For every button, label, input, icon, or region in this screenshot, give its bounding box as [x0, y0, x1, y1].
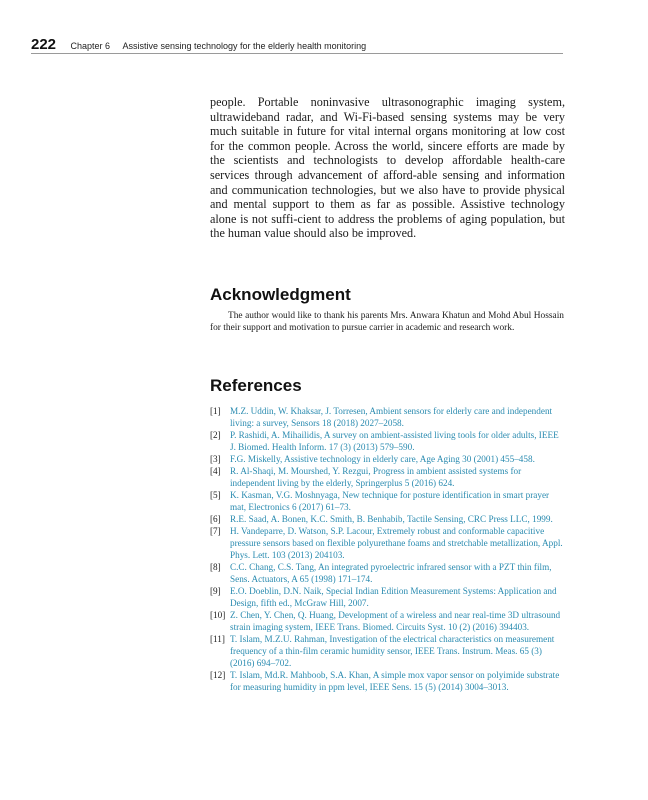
reference-item: [210, 561, 564, 585]
acknowledgment-heading: Acknowledgment: [210, 285, 351, 304]
reference-item: [210, 489, 564, 513]
reference-number: [1]: [210, 406, 221, 416]
acknowledgment-text: The author would like to thank his parents Mrs. Anwara Khatun and Mohd Abul Hossain for their support and motivation to pursue carrier in academic and research work.: [210, 311, 564, 334]
reference-link[interactable]: C.C. Chang, C.S. Tang, An integrated pyroelectric infrared sensor with a PZT thin film, Sens. Actuators, A 65 (1998) 171–174.: [230, 562, 552, 584]
reference-link[interactable]: Z. Chen, Y. Chen, Q. Huang, Development of a wireless and near real-time 3D ultrasound strain imaging system, IEEE Trans. Biomed. Circuits Syst. 10 (2) (2016) 394403.: [230, 610, 561, 632]
reference-item: [210, 669, 564, 693]
reference-number: [3]: [210, 454, 221, 464]
reference-link[interactable]: K. Kasman, V.G. Moshnyaga, New technique for posture identification in smart prayer mat, Electronics 6 (2017) 61–73.: [230, 490, 550, 512]
chapter-label: Chapter 6: [70, 41, 111, 51]
reference-item: [210, 453, 564, 465]
reference-list: [210, 405, 564, 693]
reference-number: [7]: [210, 526, 221, 536]
body-paragraph: people. Portable noninvasive ultrasonographic imaging system, ultrawideband radar, and Wi-Fi-based sensing systems may be very much suitable in future for vital internal organs monitoring at low cost for the common people. Across the world, sincere efforts are made by the scientists and technologists to develop affordable health-care services through advancement of afford-able sensing and information and communication technologies, but we also have to provide physical and mental support to them as far as possible. Assistive technology alone is not suffi-cient to address the problems of aging population, but the human value should also be improved.: [210, 95, 565, 241]
reference-number: [2]: [210, 430, 221, 440]
reference-link[interactable]: P. Rashidi, A. Mihailidis, A survey on ambient-assisted living tools for older adults, IEEE J. Biomed. Health Inform. 17 (3) (2013) 579–590.: [230, 430, 559, 452]
reference-link[interactable]: F.G. Miskelly, Assistive technology in elderly care, Age Aging 30 (2001) 455–458.: [230, 454, 535, 464]
reference-link[interactable]: T. Islam, Md.R. Mahboob, S.A. Khan, A simple mox vapor sensor on polyimide substrate for measuring humidity in ppm level, IEEE Sens. 15 (5) (2014) 3004–3013.: [230, 670, 560, 692]
reference-link[interactable]: R.E. Saad, A. Bonen, K.C. Smith, B. Benhabib, Tactile Sensing, CRC Press LLC, 1999.: [230, 514, 553, 524]
reference-number: [11]: [210, 634, 225, 644]
reference-item: [210, 513, 564, 525]
reference-number: [9]: [210, 586, 221, 596]
reference-item: [210, 585, 564, 609]
reference-number: [10]: [210, 610, 226, 620]
reference-link[interactable]: R. Al-Shaqi, M. Mourshed, Y. Rezgui, Progress in ambient assisted systems for independent living by the elderly, Springerplus 5 (2016) 624.: [230, 466, 522, 488]
reference-number: [8]: [210, 562, 221, 572]
reference-item: [210, 609, 564, 633]
references-heading: References: [210, 376, 302, 395]
running-header: [31, 36, 563, 54]
reference-link[interactable]: H. Vandeparre, D. Watson, S.P. Lacour, Extremely robust and conformable capacitive pressure sensors based on flexible polyurethane foams and stretchable metallization, Appl. Phys. Lett. 103 (2013) 204103.: [230, 526, 563, 560]
chapter-title: Assistive sensing technology for the elderly health monitoring: [122, 41, 367, 51]
reference-number: [4]: [210, 466, 221, 476]
reference-link[interactable]: M.Z. Uddin, W. Khaksar, J. Torresen, Ambient sensors for elderly care and independent living: a survey, Sensors 18 (2018) 2027–2058.: [230, 406, 553, 428]
reference-item: [210, 525, 564, 561]
page-number: 222: [31, 36, 57, 53]
reference-item: [210, 429, 564, 453]
reference-item: [210, 405, 564, 429]
reference-number: [6]: [210, 514, 221, 524]
reference-item: [210, 633, 564, 669]
reference-number: [5]: [210, 490, 221, 500]
reference-link[interactable]: E.O. Doeblin, D.N. Naik, Special Indian Edition Measurement Systems: Application and Design, fifth ed., McGraw Hill, 2007.: [230, 586, 557, 608]
reference-item: [210, 465, 564, 489]
reference-link[interactable]: T. Islam, M.Z.U. Rahman, Investigation of the electrical characteristics on measurement frequency of a thin-film ceramic humidity sensor, IEEE Trans. Instrum. Meas. 65 (3) (2016) 694–702.: [230, 634, 555, 668]
body-text: [210, 95, 565, 241]
reference-number: [12]: [210, 670, 226, 680]
